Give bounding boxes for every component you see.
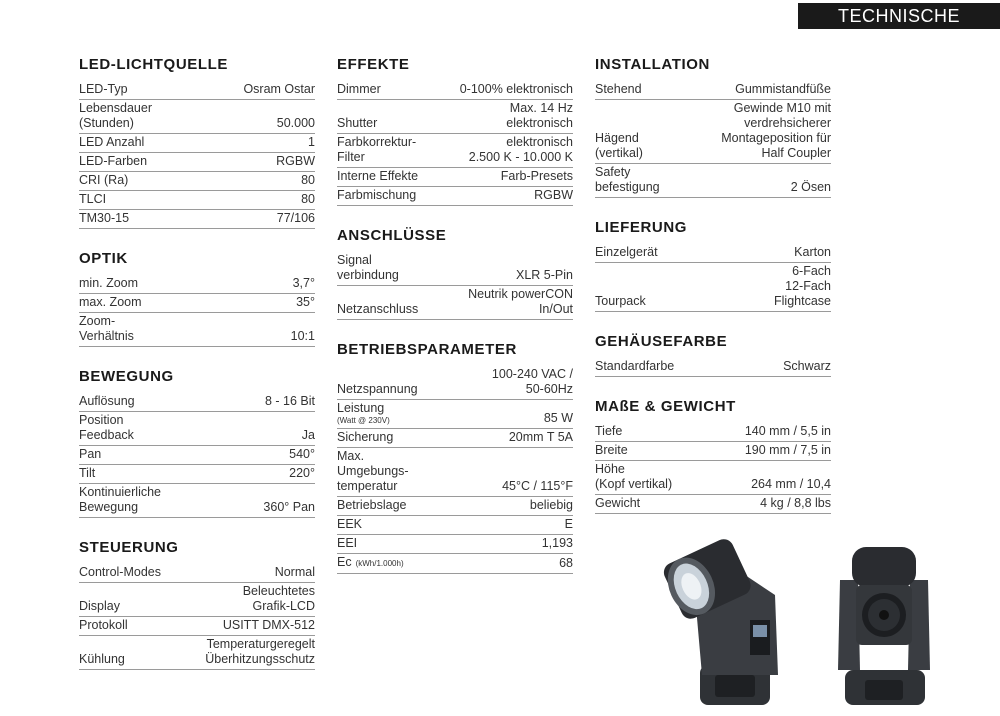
spec-row [79, 465, 315, 484]
spec-row [337, 134, 573, 168]
section-title: ANSCHLÜSSE [337, 227, 447, 244]
spec-row [79, 636, 315, 670]
spec-value: Osram Ostar [243, 82, 315, 96]
spec-label-text: Ec [337, 555, 352, 569]
spec-value: Farb-Presets [500, 169, 573, 183]
spec-label [79, 413, 134, 443]
section-installation [595, 55, 831, 198]
section-bewegung [79, 367, 315, 518]
spec-row [79, 393, 315, 412]
spec-value: RGBW [534, 188, 573, 202]
spec-row [79, 294, 315, 313]
spec-label-text: Farbkorrektur- Filter [337, 135, 417, 164]
spec-row [337, 168, 573, 187]
spec-value: 190 mm / 7,5 in [744, 443, 831, 457]
spec-value: RGBW [276, 154, 315, 168]
spec-row [337, 366, 573, 400]
spec-label [337, 253, 399, 283]
spec-label [595, 165, 660, 195]
spec-row [79, 153, 315, 172]
spec-value: Karton [794, 245, 831, 259]
spec-label [79, 565, 161, 580]
spec-label-text: Tourpack [595, 294, 646, 308]
spec-row [79, 81, 315, 100]
spec-row [79, 172, 315, 191]
spec-label [79, 211, 129, 226]
spec-label-text: Dimmer [337, 82, 381, 96]
spec-label [595, 294, 646, 309]
section-title: OPTIK [79, 250, 128, 267]
spec-label [595, 424, 622, 439]
spec-label-text: LED-Typ [79, 82, 128, 96]
spec-label [79, 618, 128, 633]
spec-value: 68 [559, 556, 573, 570]
spec-label-text: Kühlung [79, 652, 125, 666]
section-title: LED-LICHTQUELLE [79, 56, 228, 73]
spec-value: 80 [301, 173, 315, 187]
column-1 [79, 55, 315, 690]
spec-label [337, 116, 377, 131]
spec-value: 80 [301, 192, 315, 206]
section-lieferung [595, 218, 831, 312]
spec-label-text: Höhe (Kopf vertikal) [595, 462, 673, 491]
spec-row [337, 81, 573, 100]
spec-label [595, 462, 672, 492]
section-effekte [337, 55, 573, 206]
spec-value: Normal [274, 565, 315, 579]
spec-label [337, 188, 416, 203]
section-betriebsparameter [337, 340, 573, 574]
spec-value: 6-Fach 12-Fach Flightcase [774, 264, 831, 308]
spec-row [79, 412, 315, 446]
section-steuerung [79, 538, 315, 670]
moving-head-front-image [660, 536, 778, 705]
spec-label-text: Pan [79, 447, 102, 461]
spec-row [79, 313, 315, 347]
spec-label-text: Gewicht [595, 496, 641, 510]
spec-value: Temperaturgeregelt Überhitzungsschutz [205, 637, 315, 666]
spec-row [337, 286, 573, 320]
spec-label-text: Zoom- Verhältnis [79, 314, 134, 343]
spec-label-text: Shutter [337, 116, 378, 130]
spec-label [337, 555, 404, 571]
spec-row [337, 252, 573, 286]
spec-label-text: TM30-15 [79, 211, 130, 225]
spec-row [337, 535, 573, 554]
spec-value: 100-240 VAC / 50-60Hz [491, 367, 573, 396]
spec-label [337, 82, 381, 97]
section-led-lichtquelle [79, 55, 315, 229]
spec-value: Gewinde M10 mit verdrehsicherer Montageposition für Half Coupler [721, 101, 831, 160]
spec-label [79, 652, 125, 667]
spec-row [79, 134, 315, 153]
spec-label [337, 302, 418, 317]
spec-label [595, 131, 643, 161]
section-title: STEUERUNG [79, 539, 179, 556]
spec-label-text: Stehend [595, 82, 642, 96]
spec-value: 3,7° [292, 276, 315, 290]
spec-label-text: Auflösung [79, 394, 135, 408]
spec-row [79, 583, 315, 617]
spec-label-text: EEI [337, 536, 358, 550]
spec-label [595, 496, 640, 511]
spec-label-text: Position Feedback [79, 413, 134, 442]
spec-value: 50.000 [276, 116, 315, 130]
spec-row [337, 516, 573, 535]
spec-row [79, 100, 315, 134]
spec-row [595, 100, 831, 164]
spec-label-text: Farbmischung [337, 188, 417, 202]
spec-label-text: Kontinuierliche Bewegung [79, 485, 161, 514]
spec-row [337, 187, 573, 206]
spec-label [79, 82, 128, 97]
section-title: GEHÄUSEFARBE [595, 333, 728, 350]
spec-label-unit: (kWh/1.000h) [355, 559, 404, 568]
spec-value: 35° [296, 295, 315, 309]
spec-row [79, 484, 315, 518]
section-optik [79, 249, 315, 347]
spec-value: Ja [301, 428, 315, 442]
spec-label [79, 394, 135, 409]
spec-row [79, 210, 315, 229]
spec-value: 8 - 16 Bit [264, 394, 315, 408]
spec-label-text: Einzelgerät [595, 245, 658, 259]
spec-label [79, 154, 147, 169]
spec-row [595, 442, 831, 461]
spec-row [79, 446, 315, 465]
spec-label-text: Betriebslage [337, 498, 407, 512]
spec-label [79, 485, 161, 515]
spec-row [79, 275, 315, 294]
spec-row [595, 164, 831, 198]
spec-label-text: Sicherung [337, 430, 394, 444]
section-gehäusefarbe [595, 332, 831, 377]
spec-value: 140 mm / 5,5 in [744, 424, 831, 438]
spec-row [337, 554, 573, 574]
spec-row [595, 423, 831, 442]
spec-label-text: Protokoll [79, 618, 128, 632]
product-images [660, 535, 950, 710]
spec-label-text: Lebensdauer (Stunden) [79, 101, 152, 130]
spec-row [337, 100, 573, 134]
spec-row [595, 244, 831, 263]
spec-label-text: Netzanschluss [337, 302, 419, 316]
spec-label-text: CRI (Ra) [79, 173, 129, 187]
spec-label [595, 443, 628, 458]
spec-value: 2 Ösen [790, 180, 831, 194]
column-3 [595, 55, 831, 534]
spec-label [337, 498, 407, 513]
spec-label [337, 401, 390, 426]
spec-row [79, 564, 315, 583]
section-anschlüsse [337, 226, 573, 320]
spec-label [337, 430, 393, 445]
spec-row [337, 429, 573, 448]
spec-row [337, 497, 573, 516]
spec-label-text: Netzspannung [337, 382, 418, 396]
spec-row [595, 358, 831, 377]
spec-value: 45°C / 115°F [502, 479, 573, 493]
spec-label-text: max. Zoom [79, 295, 142, 309]
spec-value: Max. 14 Hz elektronisch [506, 101, 573, 130]
spec-row [595, 263, 831, 312]
spec-value: XLR 5-Pin [516, 268, 573, 282]
spec-value: USITT DMX-512 [222, 618, 315, 632]
spec-label-text: LED-Farben [79, 154, 148, 168]
spec-label [79, 295, 142, 310]
spec-label-text: Control-Modes [79, 565, 161, 579]
spec-row [79, 191, 315, 210]
spec-label [79, 173, 128, 188]
spec-label-text: EEK [337, 517, 363, 531]
spec-label [595, 359, 674, 374]
spec-label-text: Leistung [337, 401, 385, 415]
spec-label-text: Tilt [79, 466, 96, 480]
spec-label [337, 517, 362, 532]
spec-value: beliebig [529, 498, 573, 512]
spec-value: Beleuchtetes Grafik-LCD [242, 584, 315, 613]
spec-label-text: Tiefe [595, 424, 623, 438]
spec-value: 20mm T 5A [508, 430, 573, 444]
spec-label-text: LED Anzahl [79, 135, 145, 149]
moving-head-rear-image [838, 547, 930, 705]
spec-value: Neutrik powerCON In/Out [468, 287, 573, 316]
spec-label [595, 82, 642, 97]
spec-label [79, 101, 152, 131]
spec-label [337, 135, 416, 165]
column-2 [337, 55, 573, 594]
spec-value: 1,193 [541, 536, 573, 550]
spec-label-text: Display [79, 599, 120, 613]
page-header: TECHNISCHE DATEN [798, 3, 1000, 29]
spec-row [79, 617, 315, 636]
spec-value: 0-100% elektronisch [459, 82, 573, 96]
spec-label-text: Safety befestigung [595, 165, 660, 194]
spec-label [79, 466, 95, 481]
spec-value: 264 mm / 10,4 [751, 477, 831, 491]
spec-label [337, 536, 357, 551]
spec-value: 77/106 [276, 211, 315, 225]
spec-label [79, 192, 106, 207]
spec-label-text: TLCI [79, 192, 107, 206]
spec-value: Schwarz [783, 359, 831, 373]
spec-row [337, 400, 573, 429]
spec-label-text: Interne Effekte [337, 169, 419, 183]
spec-label-sub: (Watt @ 230V) [337, 416, 390, 425]
spec-row [595, 81, 831, 100]
spec-value: Gummistandfüße [735, 82, 831, 96]
spec-value: 4 kg / 8,8 lbs [760, 496, 831, 510]
section-title: BEWEGUNG [79, 368, 174, 385]
spec-value: E [564, 517, 573, 531]
spec-row [337, 448, 573, 497]
spec-value: 220° [289, 466, 315, 480]
section-title: MAßE & GEWICHT [595, 398, 736, 415]
spec-label-text: Max. Umgebungs- temperatur [337, 449, 409, 493]
spec-label-text: Signal verbindung [337, 253, 399, 282]
spec-label [337, 449, 409, 494]
spec-label-text: Standardfarbe [595, 359, 675, 373]
spec-value: elektronisch 2.500 K - 10.000 K [468, 135, 573, 164]
spec-value: 1 [308, 135, 315, 149]
spec-label-text: Hägend (vertikal) [595, 131, 643, 160]
spec-label-text: Breite [595, 443, 628, 457]
spec-row [595, 461, 831, 495]
spec-label [337, 169, 418, 184]
spec-label [337, 382, 418, 397]
spec-label [595, 245, 658, 260]
section-title: BETRIEBSPARAMETER [337, 341, 517, 358]
section-title: EFFEKTE [337, 56, 410, 73]
section-title: INSTALLATION [595, 56, 710, 73]
spec-label [79, 276, 138, 291]
spec-label [79, 599, 120, 614]
spec-value: 540° [289, 447, 315, 461]
section-maße-gewicht [595, 397, 831, 514]
spec-value: 360° Pan [263, 500, 315, 514]
spec-value: 10:1 [290, 329, 315, 343]
spec-label-text: min. Zoom [79, 276, 139, 290]
spec-label [79, 447, 101, 462]
spec-label [79, 135, 144, 150]
section-title: LIEFERUNG [595, 219, 688, 236]
spec-label [79, 314, 134, 344]
spec-row [595, 495, 831, 514]
spec-value: 85 W [543, 411, 573, 425]
